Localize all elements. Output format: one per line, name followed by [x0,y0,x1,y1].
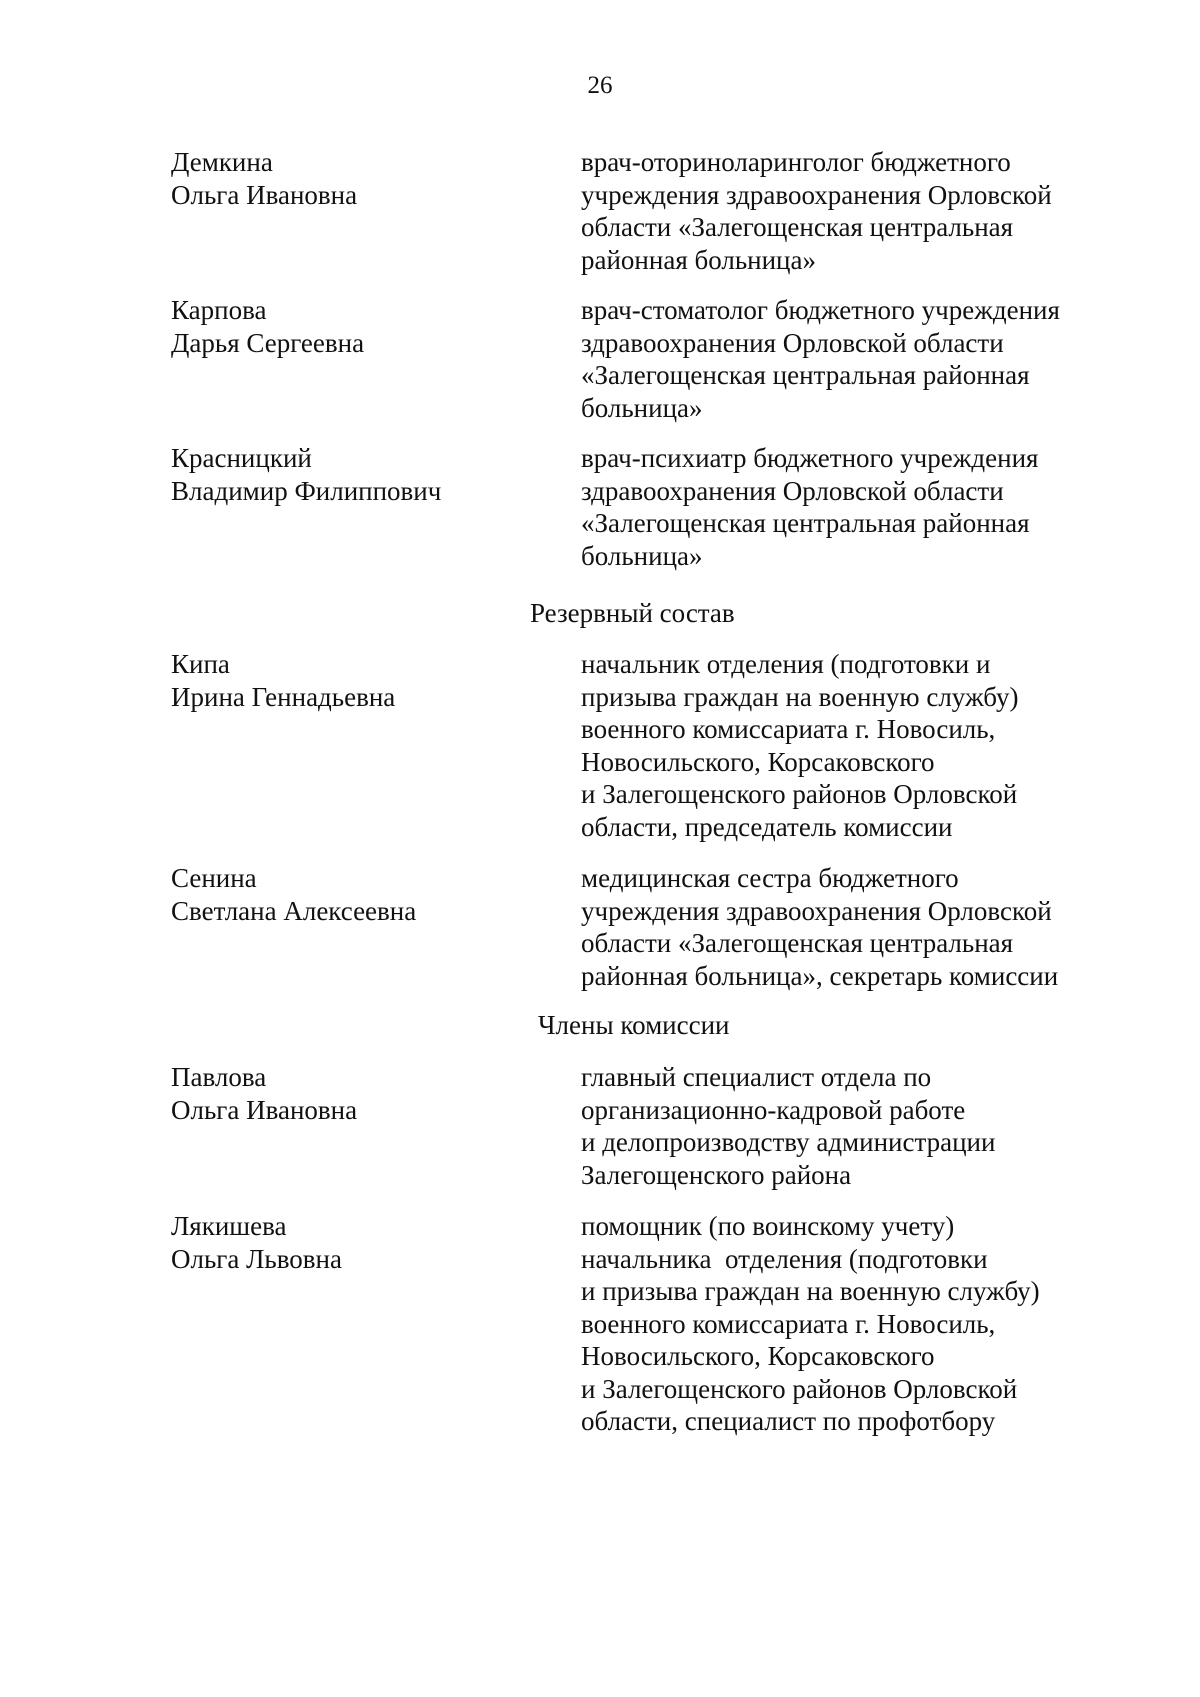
role-line: Новосильского, Корсаковского [581,746,935,777]
role-line: военного комиссариата г. Новосиль, [581,714,996,744]
member-name [171,1061,571,1126]
member-role [581,1210,1121,1438]
role-line: врач-психиатр бюджетного учреждения [581,443,1039,473]
member-given-names: Ольга Львовна [171,1243,342,1274]
member-given-names: Светлана Алексеевна [171,895,417,926]
member-name [171,146,571,211]
member-given-names: Ирина Геннадьевна [171,681,396,712]
member-surname: Красницкий [171,443,312,473]
role-line: больница» [581,540,703,571]
page-number: 26 [587,72,613,99]
role-line: здравоохранения Орловской области [581,475,1004,506]
role-line: учреждения здравоохранения Орловской [581,179,1052,210]
role-line: районная больница», секретарь комиссии [581,960,1059,991]
role-line: области, председатель комиссии [581,811,953,842]
role-line: области «Залегощенская центральная [581,928,1014,958]
role-line: области «Залегощенская центральная [581,212,1014,242]
role-line: начальник отделения (подготовки и [581,649,991,679]
role-line: и призыва граждан на военную службу) [581,1276,1040,1306]
role-line: главный специалист отдела по [581,1062,932,1092]
role-line: больница» [581,392,703,423]
role-line: «Залегощенская центральная районная [581,360,1030,390]
member-surname: Кипа [171,649,230,679]
member-surname: Демкина [171,147,273,177]
role-line: призыва граждан на военную службу) [581,681,1019,712]
role-line: области, специалист по профотбору [581,1406,996,1436]
member-role [581,648,1121,843]
member-name [171,442,571,507]
role-line: районная больница» [581,244,816,275]
role-line: здравоохранения Орловской области [581,327,1004,358]
role-line: Залегощенского района [581,1159,852,1190]
member-surname: Лякишева [171,1211,287,1241]
role-line: начальника отделения (подготовки [581,1243,988,1274]
member-name [171,648,571,713]
role-line: организационно-кадровой работе [581,1094,966,1125]
member-surname: Карпова [171,295,267,325]
member-role [581,294,1121,424]
member-name [171,862,571,927]
role-line: учреждения здравоохранения Орловской [581,895,1052,926]
member-role [581,442,1121,572]
role-line: врач-стоматолог бюджетного учреждения [581,295,1060,325]
role-line: военного комиссариата г. Новосиль, [581,1308,996,1339]
member-role [581,1061,1121,1191]
member-role [581,146,1121,276]
member-surname: Сенина [171,863,257,893]
role-line: Новосильского, Корсаковского [581,1341,935,1371]
role-line: помощник (по воинскому учету) [581,1211,955,1241]
member-surname: Павлова [171,1062,267,1092]
member-given-names: Ольга Ивановна [171,1094,358,1125]
role-line: и делопроизводству администрации [581,1127,996,1157]
section-heading-members: Члены комиссии [538,1010,730,1040]
role-line: и Залегощенского районов Орловской [581,1373,1018,1404]
member-role [581,862,1121,992]
role-line: «Залегощенская центральная районная [581,508,1030,538]
role-line: и Залегощенского районов Орловской [581,779,1018,809]
member-given-names: Дарья Сергеевна [171,327,365,358]
section-heading-reserve: Резервный состав [530,598,735,628]
role-line: врач-оториноларинголог бюджетного [581,147,1011,177]
member-name [171,294,571,359]
member-name [171,1210,571,1275]
role-line: медицинская сестра бюджетного [581,863,959,893]
member-given-names: Владимир Филиппович [171,475,442,506]
member-given-names: Ольга Ивановна [171,179,358,210]
